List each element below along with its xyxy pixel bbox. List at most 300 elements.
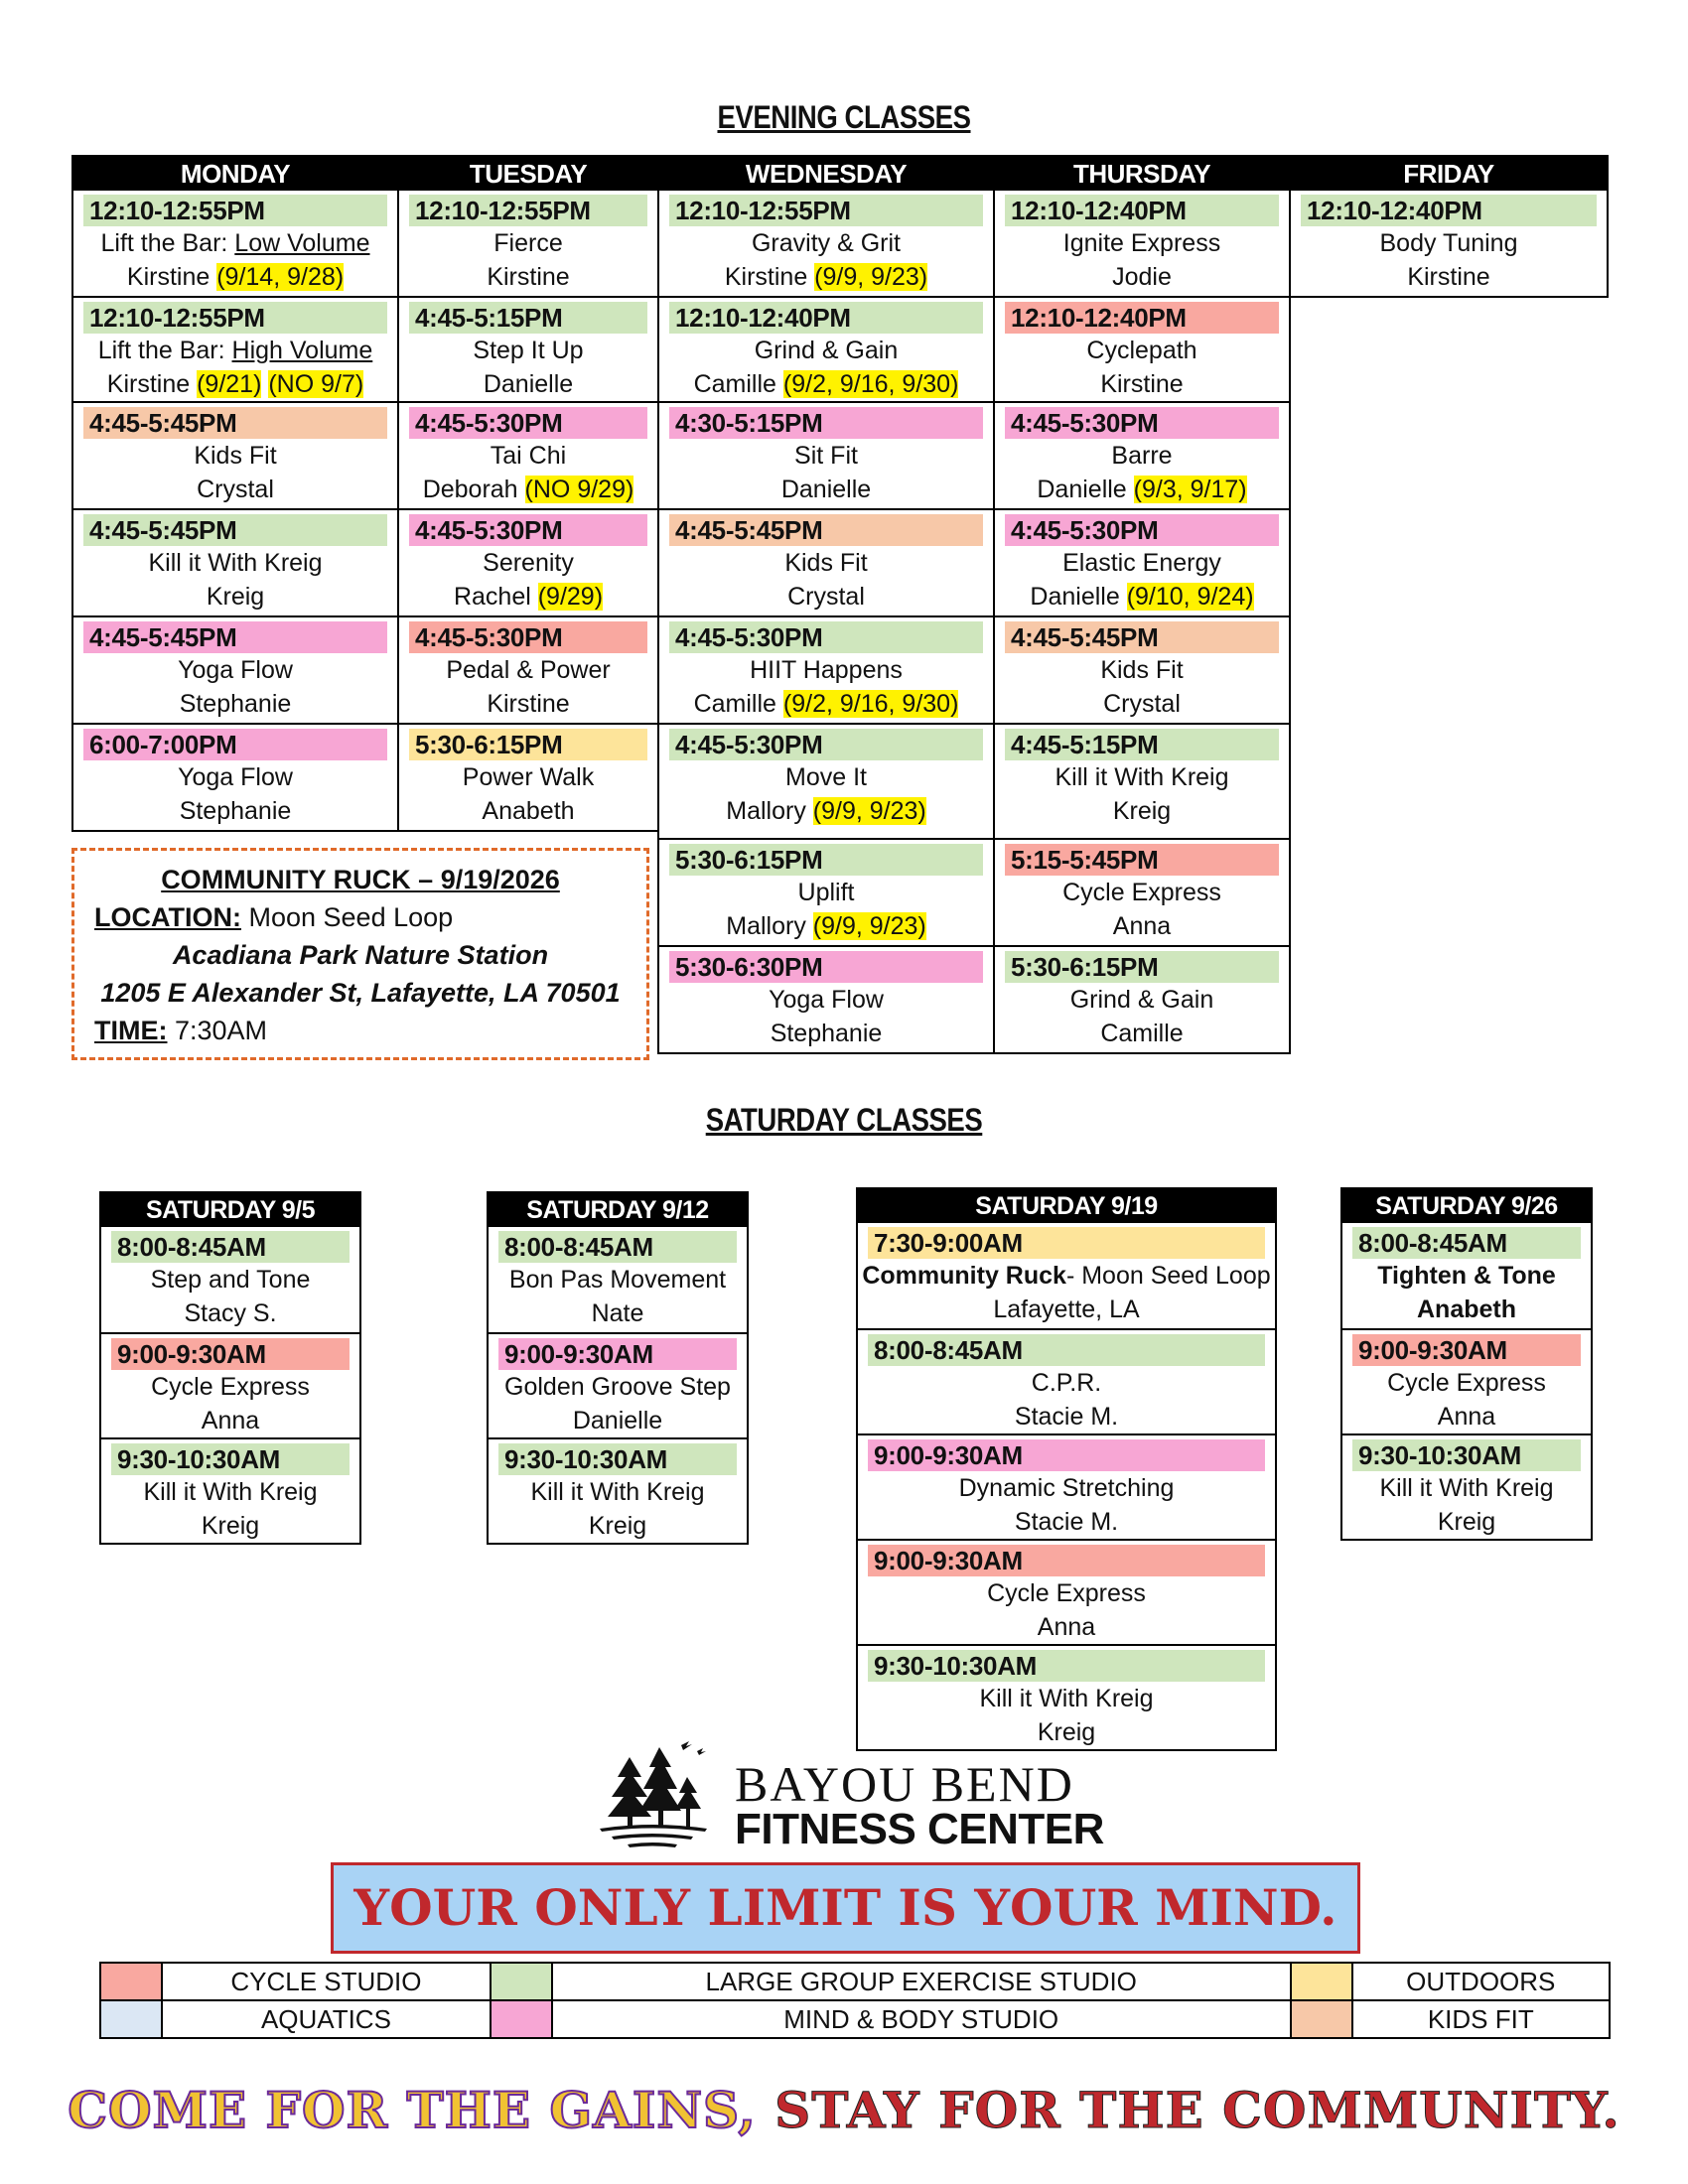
class-text: Anabeth (1417, 1296, 1516, 1323)
class-cell (995, 723, 1289, 838)
class-instructor (489, 1509, 747, 1543)
date-note: (9/2, 9/16, 9/30) (782, 370, 959, 398)
footer-slogan-part1: COME FOR THE GAINS, (68, 2081, 757, 2139)
class-text: Crystal (1103, 690, 1181, 718)
class-cell (858, 1644, 1275, 1749)
class-text: Golden Groove Step (504, 1373, 731, 1401)
legend-swatch (1291, 2000, 1352, 2038)
class-title (659, 653, 993, 687)
class-instructor (659, 1017, 993, 1050)
class-title (73, 439, 397, 473)
class-text: Yoga Flow (178, 763, 293, 791)
class-text: Dynamic Stretching (958, 1474, 1175, 1502)
legend-label: OUTDOORS (1352, 1963, 1610, 2000)
class-text: Body Tuning (1379, 229, 1518, 257)
legend-label: LARGE GROUP EXERCISE STUDIO (552, 1963, 1291, 2000)
class-instructor (73, 260, 397, 294)
class-text: Community Ruck (862, 1262, 1066, 1290)
class-text: Camille (693, 690, 783, 718)
class-text: Jodie (1112, 263, 1172, 291)
class-text: Cycle Express (1387, 1369, 1546, 1397)
class-time: 4:45-5:30PM (409, 407, 647, 439)
class-text: Danielle (1037, 476, 1134, 503)
class-instructor (399, 580, 657, 614)
legend-row (100, 1963, 1610, 2000)
class-text: Kids Fit (784, 549, 868, 577)
class-time: 12:10-12:40PM (1005, 195, 1279, 226)
class-cell (489, 1437, 747, 1543)
class-title (399, 226, 657, 260)
class-text: Tighten & Tone (1377, 1262, 1556, 1290)
class-cell (995, 615, 1289, 723)
class-time: 9:30-10:30AM (498, 1443, 737, 1475)
legend-label: CYCLE STUDIO (162, 1963, 491, 2000)
class-text: Mallory (726, 912, 813, 940)
class-text: Kill it With Kreig (530, 1478, 705, 1506)
class-instructor (858, 1400, 1275, 1433)
class-text: Fierce (493, 229, 563, 257)
class-text: Stacy S. (184, 1299, 277, 1327)
class-text: Anabeth (482, 797, 575, 825)
class-instructor (399, 473, 657, 506)
class-title (659, 760, 993, 794)
class-title (73, 226, 397, 260)
class-title (995, 876, 1289, 909)
class-cell (399, 615, 657, 723)
class-title (858, 1366, 1275, 1400)
class-time: 5:30-6:30PM (669, 951, 983, 983)
class-text: Crystal (197, 476, 274, 503)
class-text: Power Walk (462, 763, 595, 791)
logo-name: BAYOU BEND (735, 1756, 1074, 1812)
class-instructor (995, 473, 1289, 506)
class-time: 9:30-10:30AM (1352, 1439, 1581, 1471)
class-instructor (659, 473, 993, 506)
day-column (99, 1191, 361, 1545)
class-text: Low Volume (234, 229, 370, 257)
class-cell (659, 191, 993, 296)
class-instructor (399, 260, 657, 294)
class-time: 12:10-12:40PM (1005, 302, 1279, 334)
date-note: (9/9, 9/23) (812, 912, 926, 940)
class-title (1342, 1259, 1591, 1293)
day-header: FRIDAY (1291, 157, 1607, 191)
class-text: Lafayette, LA (993, 1296, 1140, 1323)
class-cell (399, 401, 657, 508)
day-column (657, 155, 995, 1054)
class-title (995, 226, 1289, 260)
class-text: Step It Up (473, 337, 584, 364)
date-note: (9/29) (537, 583, 604, 611)
legend-swatch (1291, 1963, 1352, 2000)
class-instructor (995, 794, 1289, 828)
class-text: Kirstine (1100, 370, 1184, 398)
class-text: - Moon Seed Loop (1065, 1262, 1271, 1290)
class-title (659, 876, 993, 909)
legend-row (100, 2000, 1610, 2038)
class-instructor (659, 687, 993, 721)
evening-classes-title: EVENING CLASSES (717, 99, 971, 135)
class-text: Move It (785, 763, 867, 791)
class-time: 4:45-5:45PM (83, 514, 387, 546)
class-cell (101, 1332, 359, 1437)
legend-label: AQUATICS (162, 2000, 491, 2038)
community-ruck-box (71, 848, 649, 1060)
class-instructor (73, 367, 397, 401)
class-cell (489, 1332, 747, 1437)
class-cell (995, 296, 1289, 401)
day-column (856, 1187, 1277, 1751)
day-header: SATURDAY 9/19 (858, 1189, 1275, 1223)
class-title (995, 760, 1289, 794)
class-cell (659, 508, 993, 615)
class-text: Lift the Bar: (100, 229, 235, 257)
class-time: 4:45-5:30PM (409, 514, 647, 546)
class-cell (659, 723, 993, 838)
class-time: 8:00-8:45AM (498, 1231, 737, 1263)
class-text: Barre (1111, 442, 1173, 470)
class-text: Kirstine (724, 263, 815, 291)
class-time: 9:00-9:30AM (498, 1338, 737, 1370)
class-title (659, 439, 993, 473)
class-time: 9:00-9:30AM (868, 1545, 1265, 1576)
class-cell (73, 723, 397, 830)
class-text: Tai Chi (490, 442, 567, 470)
class-title (399, 546, 657, 580)
ruck-place: Acadiana Park Nature Station (172, 940, 549, 970)
class-time: 9:00-9:30AM (111, 1338, 350, 1370)
class-instructor (399, 687, 657, 721)
class-text: Kill it With Kreig (979, 1685, 1154, 1712)
class-cell (73, 401, 397, 508)
ruck-location: LOCATION: Moon Seed Loop (94, 902, 454, 932)
class-text: Anna (201, 1407, 260, 1434)
class-title (1291, 226, 1607, 260)
class-title (489, 1263, 747, 1297)
class-cell (858, 1328, 1275, 1433)
class-text: Pedal & Power (446, 656, 611, 684)
class-text: HIIT Happens (750, 656, 903, 684)
class-title (995, 983, 1289, 1017)
day-column (1289, 155, 1609, 298)
day-header: MONDAY (73, 157, 397, 191)
class-cell (858, 1433, 1275, 1539)
class-instructor (858, 1715, 1275, 1749)
date-note: (9/21) (197, 370, 262, 398)
class-time: 5:30-6:15PM (669, 844, 983, 876)
studio-legend (99, 1962, 1611, 2039)
class-instructor (659, 580, 993, 614)
class-time: 8:00-8:45AM (868, 1334, 1265, 1366)
class-text: Kill it With Kreig (1055, 763, 1229, 791)
legend-swatch (491, 1963, 552, 2000)
class-text: Step and Tone (150, 1266, 311, 1294)
class-cell (995, 191, 1289, 296)
class-cell (399, 723, 657, 830)
class-time: 5:30-6:15PM (1005, 951, 1279, 983)
class-time: 12:10-12:55PM (83, 302, 387, 334)
class-title (101, 1370, 359, 1404)
class-text: Danielle (483, 370, 574, 398)
legend-swatch (100, 2000, 162, 2038)
class-instructor (995, 260, 1289, 294)
class-time: 6:00-7:00PM (83, 729, 387, 760)
date-note: (9/3, 9/17) (1133, 476, 1247, 503)
class-instructor (858, 1505, 1275, 1539)
class-text: Cycle Express (151, 1373, 310, 1401)
class-time: 12:10-12:40PM (1301, 195, 1597, 226)
class-title (659, 334, 993, 367)
day-header: TUESDAY (399, 157, 657, 191)
class-text: Camille (693, 370, 783, 398)
class-instructor (399, 794, 657, 828)
class-title (399, 439, 657, 473)
ruck-title: COMMUNITY RUCK – 9/19/2026 (161, 865, 560, 894)
class-title (858, 1471, 1275, 1505)
class-text: Kreig (1037, 1718, 1096, 1746)
class-title (1342, 1471, 1591, 1505)
class-text: Anna (1037, 1613, 1096, 1641)
class-cell (73, 191, 397, 296)
class-time: 4:45-5:45PM (669, 514, 983, 546)
class-instructor (858, 1610, 1275, 1644)
class-time: 4:45-5:45PM (1005, 621, 1279, 653)
class-time: 5:15-5:45PM (1005, 844, 1279, 876)
class-text: Camille (1100, 1020, 1184, 1047)
class-cell (995, 945, 1289, 1052)
class-time: 7:30-9:00AM (868, 1227, 1265, 1259)
class-text: Yoga Flow (769, 986, 884, 1014)
class-text: Kreig (201, 1512, 260, 1540)
class-cell (995, 838, 1289, 945)
footer-slogan (0, 2081, 1688, 2139)
class-time: 9:00-9:30AM (1352, 1334, 1581, 1366)
class-text: Anna (1437, 1403, 1496, 1431)
class-text: Cyclepath (1086, 337, 1197, 364)
class-instructor (1342, 1505, 1591, 1539)
class-title (73, 653, 397, 687)
day-header: SATURDAY 9/12 (489, 1193, 747, 1227)
class-title (399, 760, 657, 794)
class-text: Kirstine (106, 370, 198, 398)
class-text: Kill it With Kreig (143, 1478, 318, 1506)
class-instructor (489, 1404, 747, 1437)
class-title (489, 1475, 747, 1509)
class-text: Kreig (1437, 1508, 1496, 1536)
class-title (659, 546, 993, 580)
class-text: Kirstine (1407, 263, 1490, 291)
class-text: Serenity (483, 549, 574, 577)
class-title (858, 1576, 1275, 1610)
class-text: High Volume (231, 337, 373, 364)
class-title (73, 760, 397, 794)
class-time: 4:45-5:30PM (409, 621, 647, 653)
class-text: Kreig (1112, 797, 1172, 825)
class-text: Cycle Express (1062, 879, 1221, 906)
class-instructor (73, 473, 397, 506)
class-cell (858, 1223, 1275, 1328)
class-title (659, 983, 993, 1017)
day-column (71, 155, 399, 832)
class-time: 9:30-10:30AM (111, 1443, 350, 1475)
date-note: (9/9, 9/23) (812, 797, 926, 825)
class-title (489, 1370, 747, 1404)
ruck-time: TIME: 7:30AM (94, 1016, 268, 1045)
class-cell (101, 1437, 359, 1543)
class-text: Stephanie (179, 690, 292, 718)
class-text: Stephanie (770, 1020, 883, 1047)
class-text: Kill it With Kreig (148, 549, 323, 577)
class-title (101, 1263, 359, 1297)
class-instructor (73, 687, 397, 721)
motto-banner: YOUR ONLY LIMIT IS YOUR MIND. (331, 1862, 1360, 1954)
class-instructor (101, 1297, 359, 1330)
class-title (995, 439, 1289, 473)
legend-swatch (100, 1963, 162, 2000)
date-note: (NO 9/29) (524, 476, 634, 503)
legend-label: KIDS FIT (1352, 2000, 1610, 2038)
saturday-classes-title: SATURDAY CLASSES (705, 1102, 983, 1138)
class-instructor (399, 367, 657, 401)
class-text: Kids Fit (194, 442, 277, 470)
day-column (397, 155, 659, 832)
class-text: Bon Pas Movement (508, 1266, 727, 1294)
class-cell (73, 296, 397, 401)
class-title (659, 226, 993, 260)
date-note: (9/10, 9/24) (1126, 583, 1254, 611)
class-time: 12:10-12:55PM (669, 195, 983, 226)
class-instructor (73, 794, 397, 828)
ruck-address: 1205 E Alexander St, Lafayette, LA 70501 (100, 978, 621, 1008)
class-time: 4:45-5:15PM (409, 302, 647, 334)
day-header: THURSDAY (995, 157, 1289, 191)
class-text: Kirstine (126, 263, 217, 291)
logo-subtitle: FITNESS CENTER (735, 1805, 1104, 1853)
class-cell (399, 191, 657, 296)
class-instructor (995, 1017, 1289, 1050)
class-instructor (659, 260, 993, 294)
class-time: 9:00-9:30AM (868, 1439, 1265, 1471)
class-cell (1342, 1223, 1591, 1328)
class-cell (995, 508, 1289, 615)
class-text: Stacie M. (1014, 1508, 1119, 1536)
class-text: Anna (1112, 912, 1172, 940)
class-time: 8:00-8:45AM (1352, 1227, 1581, 1259)
class-cell (659, 296, 993, 401)
class-cell (1342, 1433, 1591, 1539)
class-instructor (995, 367, 1289, 401)
class-instructor (659, 909, 993, 943)
class-text: Danielle (1030, 583, 1127, 611)
class-text: Yoga Flow (178, 656, 293, 684)
class-text: Danielle (572, 1407, 663, 1434)
class-text: Mallory (726, 797, 813, 825)
class-instructor (659, 794, 993, 828)
date-note: (NO 9/7) (268, 370, 364, 398)
class-text: Kill it With Kreig (1379, 1474, 1554, 1502)
day-header: SATURDAY 9/5 (101, 1193, 359, 1227)
trees-island-icon (590, 1737, 715, 1854)
class-title (1342, 1366, 1591, 1400)
date-note: (9/2, 9/16, 9/30) (782, 690, 959, 718)
class-instructor (1342, 1293, 1591, 1326)
class-cell (489, 1227, 747, 1332)
class-text: Crystal (787, 583, 865, 611)
class-cell (101, 1227, 359, 1332)
class-text: Elastic Energy (1062, 549, 1221, 577)
class-cell (659, 401, 993, 508)
class-cell (659, 615, 993, 723)
class-time: 4:45-5:30PM (669, 621, 983, 653)
footer-slogan-part2: STAY FOR THE COMMUNITY. (756, 2081, 1620, 2139)
class-instructor (659, 367, 993, 401)
class-instructor (995, 687, 1289, 721)
legend-swatch (491, 2000, 552, 2038)
class-instructor (1342, 1400, 1591, 1433)
class-time: 4:45-5:30PM (1005, 407, 1279, 439)
class-text: Sit Fit (794, 442, 858, 470)
class-text: Ignite Express (1062, 229, 1221, 257)
class-text: Kirstine (487, 263, 570, 291)
class-cell (659, 838, 993, 945)
class-cell (399, 296, 657, 401)
class-cell (399, 508, 657, 615)
class-cell (1291, 191, 1607, 296)
class-text: Grind & Gain (1069, 986, 1214, 1014)
class-time: 4:45-5:45PM (83, 621, 387, 653)
day-header: SATURDAY 9/26 (1342, 1189, 1591, 1223)
day-column (993, 155, 1291, 1054)
class-time: 12:10-12:55PM (83, 195, 387, 226)
class-instructor (858, 1293, 1275, 1326)
day-column (487, 1191, 749, 1545)
class-instructor (995, 580, 1289, 614)
class-title (101, 1475, 359, 1509)
class-time: 12:10-12:55PM (409, 195, 647, 226)
class-text: Uplift (797, 879, 855, 906)
class-instructor (101, 1404, 359, 1437)
class-text: Lift the Bar: (97, 337, 232, 364)
class-text: Danielle (780, 476, 872, 503)
class-instructor (995, 909, 1289, 943)
class-cell (73, 615, 397, 723)
class-title (73, 546, 397, 580)
class-cell (995, 401, 1289, 508)
legend-label: MIND & BODY STUDIO (552, 2000, 1291, 2038)
class-time: 9:30-10:30AM (868, 1650, 1265, 1682)
class-text: Kirstine (487, 690, 570, 718)
class-cell (1342, 1328, 1591, 1433)
class-text: Kreig (206, 583, 265, 611)
class-text: Grind & Gain (754, 337, 899, 364)
class-text: C.P.R. (1031, 1369, 1102, 1397)
class-text: Kreig (588, 1512, 647, 1540)
class-instructor (489, 1297, 747, 1330)
class-title (995, 546, 1289, 580)
class-title (73, 334, 397, 367)
class-time: 4:45-5:30PM (669, 729, 983, 760)
class-time: 12:10-12:40PM (669, 302, 983, 334)
class-title (858, 1682, 1275, 1715)
class-time: 4:45-5:45PM (83, 407, 387, 439)
class-title (399, 334, 657, 367)
class-title (858, 1259, 1275, 1293)
class-instructor (101, 1509, 359, 1543)
class-text: Stacie M. (1014, 1403, 1119, 1431)
class-cell (858, 1539, 1275, 1644)
class-time: 4:30-5:15PM (669, 407, 983, 439)
class-text: Kids Fit (1100, 656, 1184, 684)
